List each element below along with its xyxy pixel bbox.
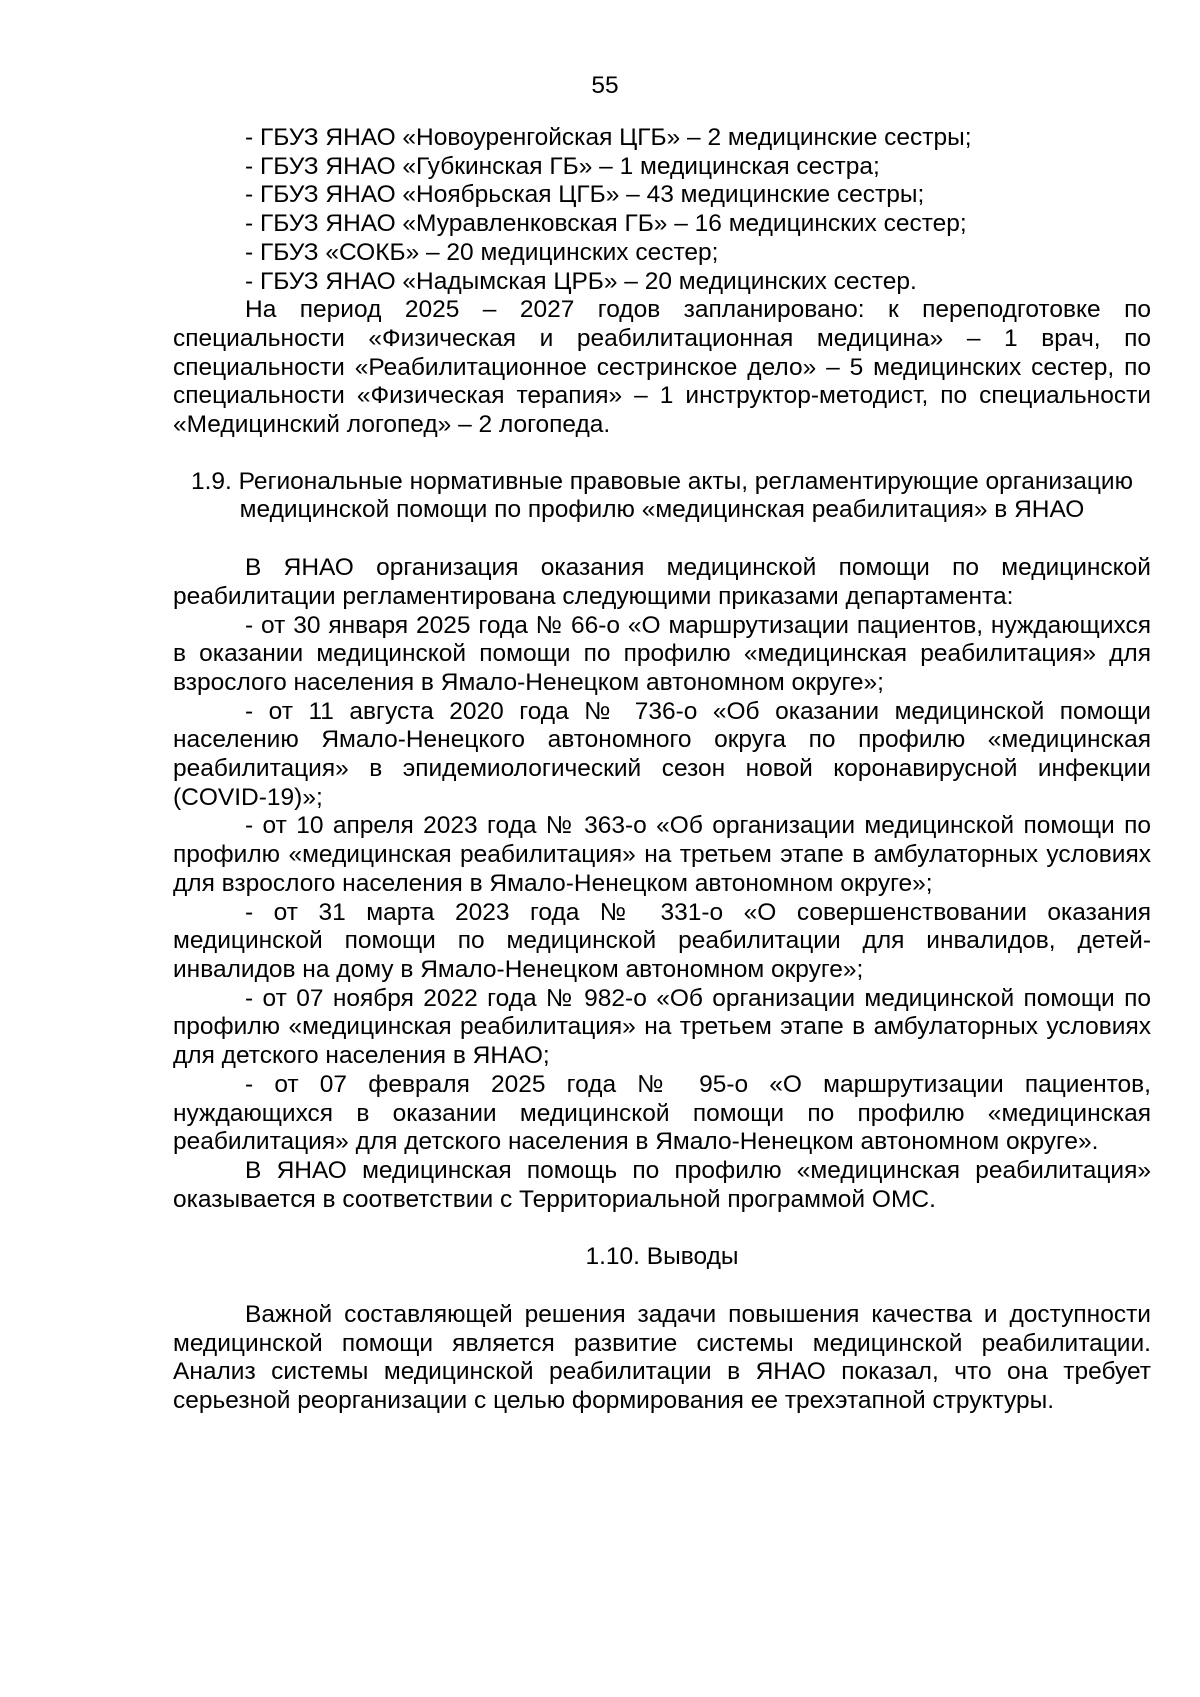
staff-list-item: - ГБУЗ ЯНАО «Губкинская ГБ» – 1 медицинская сестра; xyxy=(245,152,880,180)
order-list-item: - от 31 марта 2023 года № 331-о «О совершенствовании оказания медицинской помощи по медицинской реабилитации для инвалидов, детей-инвалидов на дому в Ямало-Ненецком автономном округе»; xyxy=(173,898,1151,983)
regulation-intro-paragraph: В ЯНАО организация оказания медицинской помощи по медицинской реабилитации регламентирована следующими приказами департамента: xyxy=(173,554,1151,610)
staff-list-item: - ГБУЗ «СОКБ» – 20 медицинских сестер; xyxy=(245,238,719,266)
order-list-item: - от 07 февраля 2025 года № 95-о «О маршрутизации пациентов, нуждающихся в оказании медицинской помощи по профилю «медицинская реабилитация» для детского населения в Ямало-Ненецком автономном округе». xyxy=(173,1070,1151,1156)
section-heading-1-10: 1.10. Выводы xyxy=(585,1243,739,1271)
regulation-closing-paragraph: В ЯНАО медицинская помощь по профилю «медицинская реабилитация» оказывается в соответствии с Территориальной программой ОМС. xyxy=(173,1156,1151,1213)
section-heading-1-9: 1.9. Региональные нормативные правовые акты, регламентирующие организацию медицинской помощи по профилю «медицинская реабилитация» в ЯНАО xyxy=(191,467,1133,524)
order-list-item: - от 11 августа 2020 года № 736-о «Об оказании медицинской помощи населению Ямало-Ненецкого автономного округа по профилю «медицинская реабилитация» в эпидемиологический сезон новой коронавирусной инфекции (COVID-19)»; xyxy=(173,697,1151,811)
staff-list-item: - ГБУЗ ЯНАО «Новоуренгойская ЦГБ» – 2 медицинские сестры; xyxy=(245,124,972,151)
staff-list-item: - ГБУЗ ЯНАО «Ноябрьская ЦГБ» – 43 медицинские сестры; xyxy=(245,181,925,209)
page-content xyxy=(173,124,1151,1416)
training-plan-paragraph: На период 2025 – 2027 годов запланировано: к переподготовке по специальности «Физическая и реабилитационная медицина» – 1 врач, по специальности «Реабилитационное сестринское дело» – 5 медицинских сестер, по специальности «Физическая терапия» – 1 инструктор-методист, по специальности «Медицинский логопед» – 2 логопеда. xyxy=(173,296,1151,439)
order-list-item: - от 07 ноября 2022 года № 982-о «Об организации медицинской помощи по профилю «медицинская реабилитация» на третьем этапе в амбулаторных условиях для детского населения в ЯНАО; xyxy=(173,984,1151,1070)
staff-list-item: - ГБУЗ ЯНАО «Надымская ЦРБ» – 20 медицинских сестер. xyxy=(245,267,917,295)
staff-list-item: - ГБУЗ ЯНАО «Муравленковская ГБ» – 16 медицинских сестер; xyxy=(245,210,967,238)
order-list-item: - от 30 января 2025 года № 66-о «О маршрутизации пациентов, нуждающихся в оказании медицинской помощи по профилю «медицинская реабилитация» для взрослого населения в Ямало-Ненецком автономном округе»; xyxy=(173,611,1151,696)
page-number: 55 xyxy=(591,72,619,99)
order-list-item: - от 10 апреля 2023 года № 363-о «Об организации медицинской помощи по профилю «медицинская реабилитация» на третьем этапе в амбулаторных условиях для взрослого населения в Ямало-Ненецком автономном округе»; xyxy=(173,812,1151,897)
conclusions-paragraph: Важной составляющей решения задачи повышения качества и доступности медицинской помощи является развитие системы медицинской реабилитации. Анализ системы медицинской реабилитации в ЯНАО показал, что она требует серьезной реорганизации с целью формирования ее трехэтапной структуры. xyxy=(173,1301,1151,1415)
